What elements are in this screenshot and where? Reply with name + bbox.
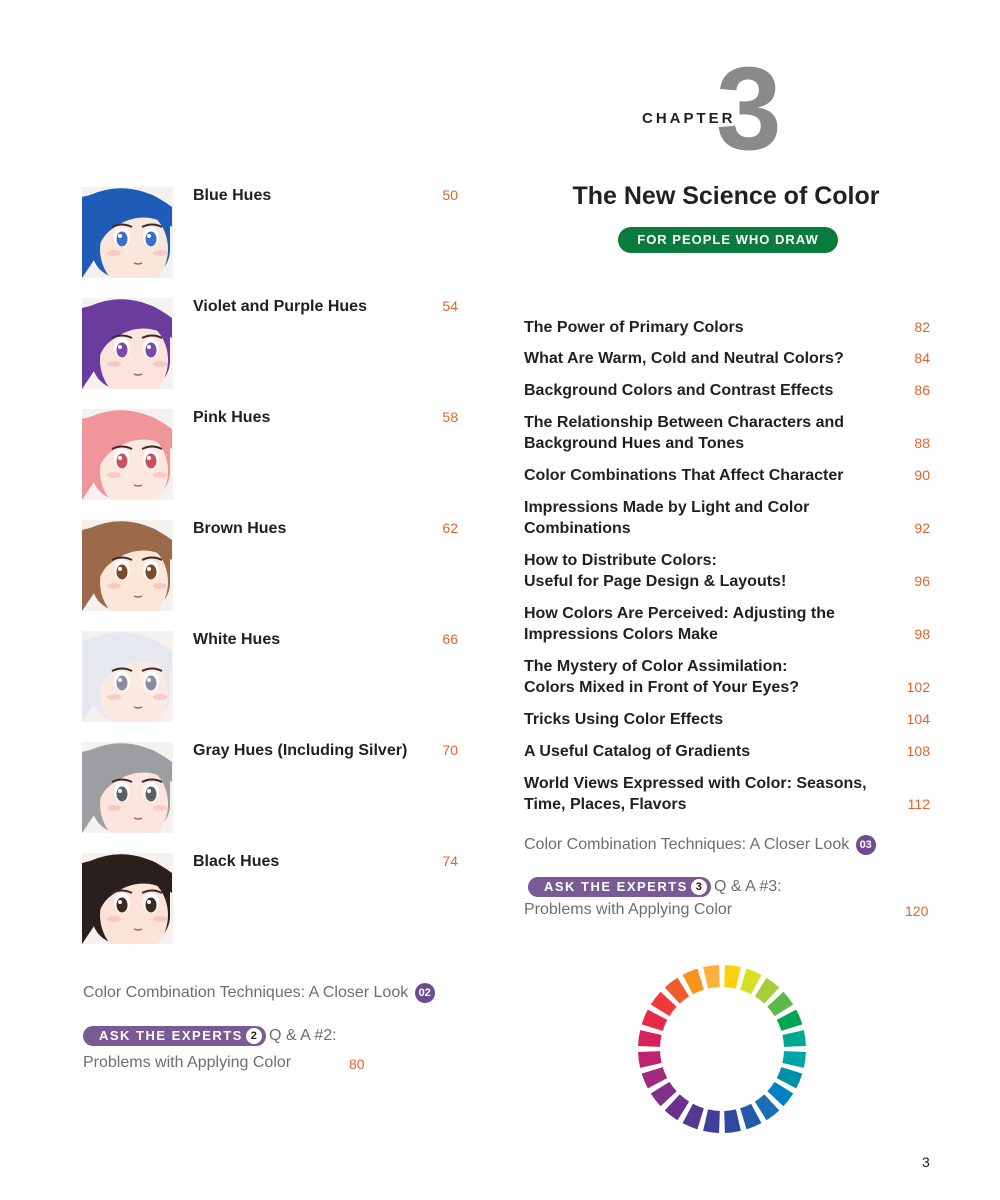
- toc-entry-page: 108: [906, 743, 930, 759]
- toc-entry-page: 102: [906, 679, 930, 695]
- chapter-word: CHAPTER: [642, 110, 736, 127]
- color-wheel-segment: [638, 1030, 662, 1047]
- color-wheel-segment: [703, 965, 720, 989]
- toc-entry-title-line: Colors Mixed in Front of Your Eyes?: [524, 679, 799, 696]
- toc-entry-page: 92: [914, 520, 930, 536]
- closer-look-link-right[interactable]: [524, 835, 876, 855]
- toc-entry-title-line: Background Hues and Tones: [524, 435, 745, 452]
- audience-badge: FOR PEOPLE WHO DRAW: [618, 227, 838, 253]
- color-wheel-illustration: [636, 963, 808, 1135]
- qa-label-right: Q & A #3:: [714, 878, 782, 895]
- toc-entry-title: [524, 550, 884, 592]
- toc-entry-page: 90: [914, 467, 930, 483]
- qa-label-left: Q & A #2:: [269, 1027, 337, 1044]
- character-portrait-image: [82, 298, 173, 389]
- toc-entry-title-line: Background Colors and Contrast Effects: [524, 382, 834, 399]
- ask-experts-label: ASK THE EXPERTS: [99, 1028, 243, 1043]
- closer-look-label: Color Combination Techniques: A Closer Look: [83, 984, 409, 1001]
- hue-entry[interactable]: [82, 742, 462, 834]
- color-wheel-segment: [740, 1104, 761, 1130]
- hue-entry[interactable]: [82, 409, 462, 501]
- problems-page-right: 120: [905, 903, 929, 919]
- ask-experts-badge-left: [83, 1026, 266, 1046]
- problems-entry-right[interactable]: Problems with Applying Color: [524, 901, 733, 918]
- ask-experts-label: ASK THE EXPERTS: [544, 879, 688, 894]
- character-portrait-image: [82, 742, 173, 833]
- toc-entry-title-line: A Useful Catalog of Gradients: [524, 743, 751, 760]
- toc-entry-page: 104: [906, 711, 930, 727]
- toc-entry-title: [524, 497, 884, 539]
- toc-entry-title-line: Impressions Made by Light and Color: [524, 499, 810, 516]
- toc-entry-page: 86: [914, 382, 930, 398]
- color-wheel-segment: [683, 1104, 704, 1130]
- hue-entry[interactable]: [82, 631, 462, 723]
- hue-entry-page: 58: [442, 409, 458, 425]
- toc-entry-title-line: Time, Places, Flavors: [524, 796, 687, 813]
- color-wheel-segment: [724, 965, 741, 989]
- toc-entry-title-line: Impressions Colors Make: [524, 626, 718, 643]
- character-portrait-image: [82, 187, 173, 278]
- toc-entry-title: [524, 465, 884, 486]
- toc-entry[interactable]: [524, 348, 932, 369]
- toc-entry-title-line: The Power of Primary Colors: [524, 319, 744, 336]
- hue-entry-page: 66: [442, 631, 458, 647]
- problems-entry-left[interactable]: Problems with Applying Color: [83, 1054, 292, 1071]
- toc-entry-title-line: World Views Expressed with Color: Seasons,: [524, 775, 867, 792]
- chapter-title: The New Science of Color: [572, 182, 880, 210]
- hue-entry-page: 70: [442, 742, 458, 758]
- color-wheel-segment: [683, 969, 704, 995]
- closer-look-link-left[interactable]: [83, 983, 435, 1003]
- toc-entry-title-line: The Mystery of Color Assimilation:: [524, 658, 788, 675]
- toc-entry[interactable]: [524, 603, 932, 645]
- toc-entry[interactable]: [524, 497, 932, 539]
- toc-entry-title-line: The Relationship Between Characters and: [524, 414, 845, 431]
- hue-entry[interactable]: [82, 187, 462, 279]
- toc-entry-page: 82: [914, 319, 930, 335]
- color-wheel-segment: [642, 1010, 668, 1031]
- toc-entry-page: 88: [914, 435, 930, 451]
- closer-look-number-badge: 02: [415, 983, 435, 1003]
- toc-entry-title: [524, 741, 884, 762]
- color-wheel-segment: [782, 1030, 806, 1047]
- toc-entry-page: 96: [914, 573, 930, 589]
- toc-entry[interactable]: [524, 656, 932, 698]
- hue-entry-label: White Hues: [193, 631, 281, 648]
- ask-experts-badge-right: [528, 877, 711, 897]
- toc-entry-title: [524, 412, 884, 454]
- hue-entry[interactable]: [82, 853, 462, 945]
- toc-entry-page: 84: [914, 350, 930, 366]
- closer-look-label: Color Combination Techniques: A Closer Look: [524, 836, 850, 853]
- hue-entry-page: 54: [442, 298, 458, 314]
- toc-entry-title: [524, 656, 884, 698]
- toc-entry[interactable]: [524, 380, 932, 401]
- toc-entry-title-line: Useful for Page Design & Layouts!: [524, 573, 787, 590]
- toc-entry-title: [524, 348, 884, 369]
- toc-entry-title-line: Color Combinations That Affect Character: [524, 467, 844, 484]
- hue-entry-label: Brown Hues: [193, 520, 287, 537]
- toc-entry-title: [524, 317, 884, 338]
- ask-experts-number: 2: [246, 1028, 262, 1044]
- hue-entry[interactable]: [82, 298, 462, 390]
- toc-entry-title: [524, 603, 884, 645]
- toc-entry[interactable]: [524, 550, 932, 592]
- hue-entry-label: Gray Hues (Including Silver): [193, 742, 408, 759]
- chapter-number: 3: [716, 43, 780, 175]
- toc-entry[interactable]: [524, 317, 932, 338]
- toc-entry[interactable]: [524, 709, 932, 730]
- hue-entry-label: Blue Hues: [193, 187, 272, 204]
- hue-entry-label: Violet and Purple Hues: [193, 298, 367, 315]
- toc-entry-title-line: What Are Warm, Cold and Neutral Colors?: [524, 350, 844, 367]
- hue-entry-label: Pink Hues: [193, 409, 271, 426]
- toc-entry[interactable]: [524, 773, 932, 815]
- color-wheel-segment: [740, 969, 761, 995]
- ask-experts-number: 3: [691, 879, 707, 895]
- toc-entry-title-line: How Colors Are Perceived: Adjusting the: [524, 605, 835, 622]
- problems-page-left: 80: [349, 1056, 365, 1072]
- toc-entry-page: 98: [914, 626, 930, 642]
- toc-entry[interactable]: [524, 465, 932, 486]
- color-wheel-segment: [638, 1051, 662, 1068]
- toc-entry[interactable]: [524, 741, 932, 762]
- character-portrait-image: [82, 409, 173, 500]
- toc-entry-title-line: Combinations: [524, 520, 631, 537]
- hue-entry-page: 62: [442, 520, 458, 536]
- hue-entry-label: Black Hues: [193, 853, 280, 870]
- toc-entry-title: [524, 773, 884, 815]
- character-portrait-image: [82, 631, 173, 722]
- color-wheel-segment: [777, 1010, 803, 1031]
- hue-entry-page: 74: [442, 853, 458, 869]
- toc-entry-title-line: Tricks Using Color Effects: [524, 711, 724, 728]
- toc-entry-title: [524, 380, 884, 401]
- toc-entry-title-line: How to Distribute Colors:: [524, 552, 717, 569]
- toc-entry-page: 112: [907, 796, 930, 812]
- hue-entry[interactable]: [82, 520, 462, 612]
- hue-entry-page: 50: [442, 187, 458, 203]
- color-wheel-segment: [724, 1109, 741, 1133]
- character-portrait-image: [82, 520, 173, 611]
- character-portrait-image: [82, 853, 173, 944]
- page-number: 3: [922, 1154, 930, 1170]
- closer-look-number-badge: 03: [856, 835, 876, 855]
- color-wheel-segment: [642, 1067, 668, 1088]
- toc-entry-title: [524, 709, 884, 730]
- color-wheel-segment: [777, 1067, 803, 1088]
- color-wheel-segment: [703, 1109, 720, 1133]
- toc-entry[interactable]: [524, 412, 932, 454]
- color-wheel-segment: [782, 1051, 806, 1068]
